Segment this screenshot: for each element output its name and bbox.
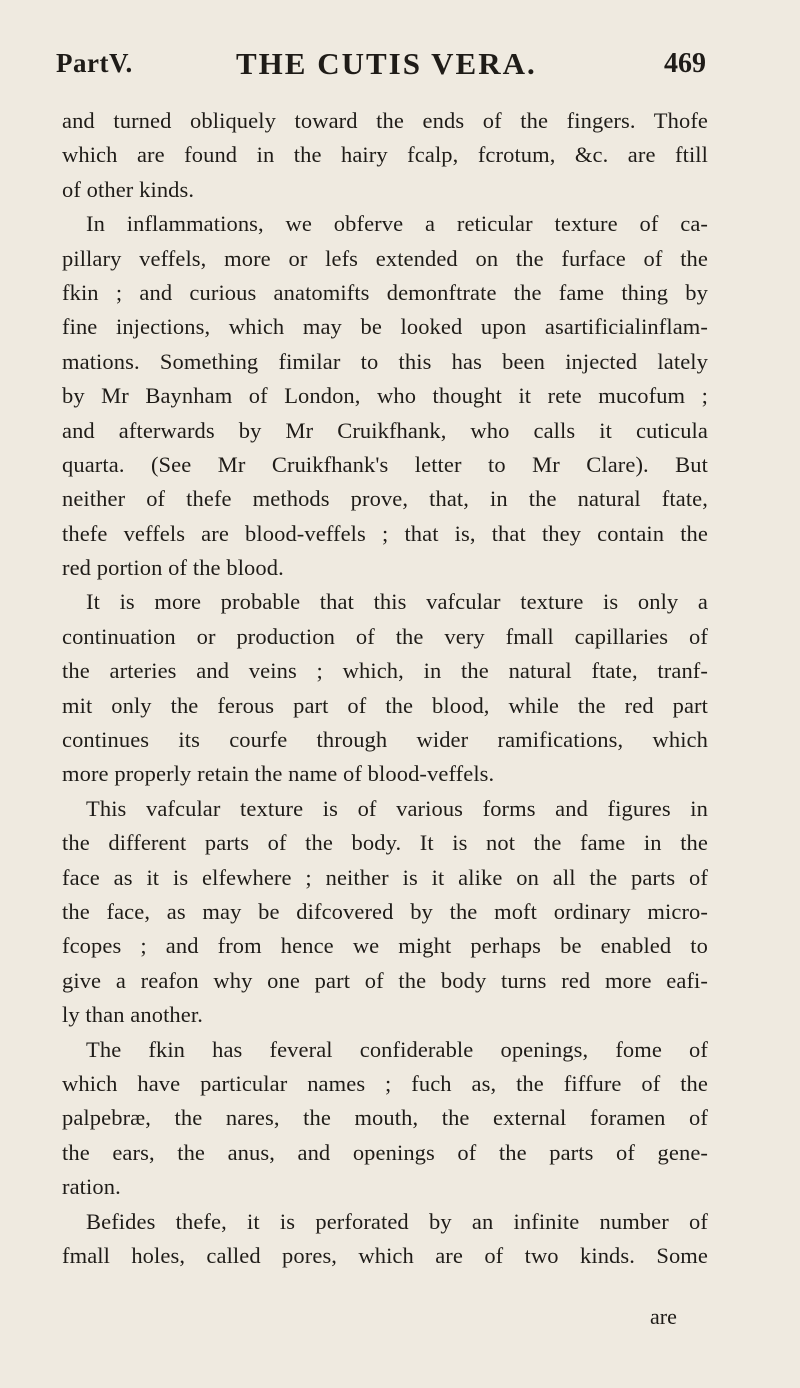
text-line: mations. Something fimilar to this has been injected lately bbox=[62, 348, 708, 374]
running-head bbox=[56, 42, 706, 94]
text-line: red portion of the blood. bbox=[62, 555, 284, 581]
text-line: Befides thefe, it is perforated by an infinite number of bbox=[86, 1208, 708, 1234]
text-line: face as it is elfewhere ; neither is it alike on all the parts of bbox=[62, 864, 708, 890]
text-line: quarta. (See Mr Cruikfhank's letter to Mr Clare). But bbox=[62, 451, 708, 477]
text-line: neither of thefe methods prove, that, in the natural ftate, bbox=[62, 486, 708, 512]
body-text bbox=[62, 104, 708, 1273]
text-line: give a reafon why one part of the body turns red more eafi- bbox=[62, 967, 708, 993]
text-line: mit only the ferous part of the blood, while the red part bbox=[62, 692, 708, 718]
text-line: and afterwards by Mr Cruikfhank, who calls it cuticula bbox=[62, 417, 708, 443]
text-line: fine injections, which may be looked upon asartificialinflam- bbox=[62, 314, 708, 340]
text-line: fkin ; and curious anatomifts demonftrate the fame thing by bbox=[62, 279, 708, 305]
text-line: by Mr Baynham of London, who thought it rete mucofum ; bbox=[62, 383, 708, 409]
text-line: fcopes ; and from hence we might perhaps be enabled to bbox=[62, 933, 708, 959]
text-line: more properly retain the name of blood-veffels. bbox=[62, 761, 495, 787]
text-line: This vafcular texture is of various forms and figures in bbox=[86, 795, 708, 821]
text-line: ration. bbox=[62, 1174, 121, 1200]
catchword: are bbox=[650, 1304, 677, 1329]
text-line: fmall holes, called pores, which are of two kinds. Some bbox=[62, 1242, 708, 1268]
text-line: pillary veffels, more or lefs extended on the furface of the bbox=[62, 245, 708, 271]
running-head-title: THE CUTIS VERA. bbox=[236, 46, 537, 81]
text-line: and turned obliquely toward the ends of the fingers. Thofe bbox=[62, 108, 708, 133]
text-line: which have particular names ; fuch as, the fiffure of the bbox=[62, 1070, 708, 1096]
text-line: the different parts of the body. It is not the fame in the bbox=[62, 830, 708, 856]
text-line: which are found in the hairy fcalp, fcrotum, &c. are ftill bbox=[62, 142, 708, 168]
text-line: continuation or production of the very fmall capillaries of bbox=[62, 623, 708, 649]
text-line: ly than another. bbox=[62, 1002, 203, 1028]
text-line: It is more probable that this vafcular texture is only a bbox=[86, 589, 708, 615]
text-line: of other kinds. bbox=[62, 176, 195, 202]
text-line: In inflammations, we obferve a reticular texture of ca- bbox=[86, 211, 708, 237]
text-line: palpebræ, the nares, the mouth, the external foramen of bbox=[62, 1105, 708, 1131]
text-line: the arteries and veins ; which, in the natural ftate, tranf- bbox=[62, 658, 708, 684]
text-line: The fkin has feveral confiderable openings, fome of bbox=[86, 1036, 708, 1062]
text-line: the ears, the anus, and openings of the parts of gene- bbox=[62, 1139, 708, 1165]
text-line: thefe veffels are blood-veffels ; that is, that they contain the bbox=[62, 520, 708, 546]
text-line: the face, as may be difcovered by the moft ordinary micro- bbox=[62, 898, 708, 924]
text-line: continues its courfe through wider ramifications, which bbox=[62, 727, 708, 753]
page-number: 469 bbox=[664, 48, 706, 79]
running-head-part: PartV. bbox=[56, 48, 133, 78]
